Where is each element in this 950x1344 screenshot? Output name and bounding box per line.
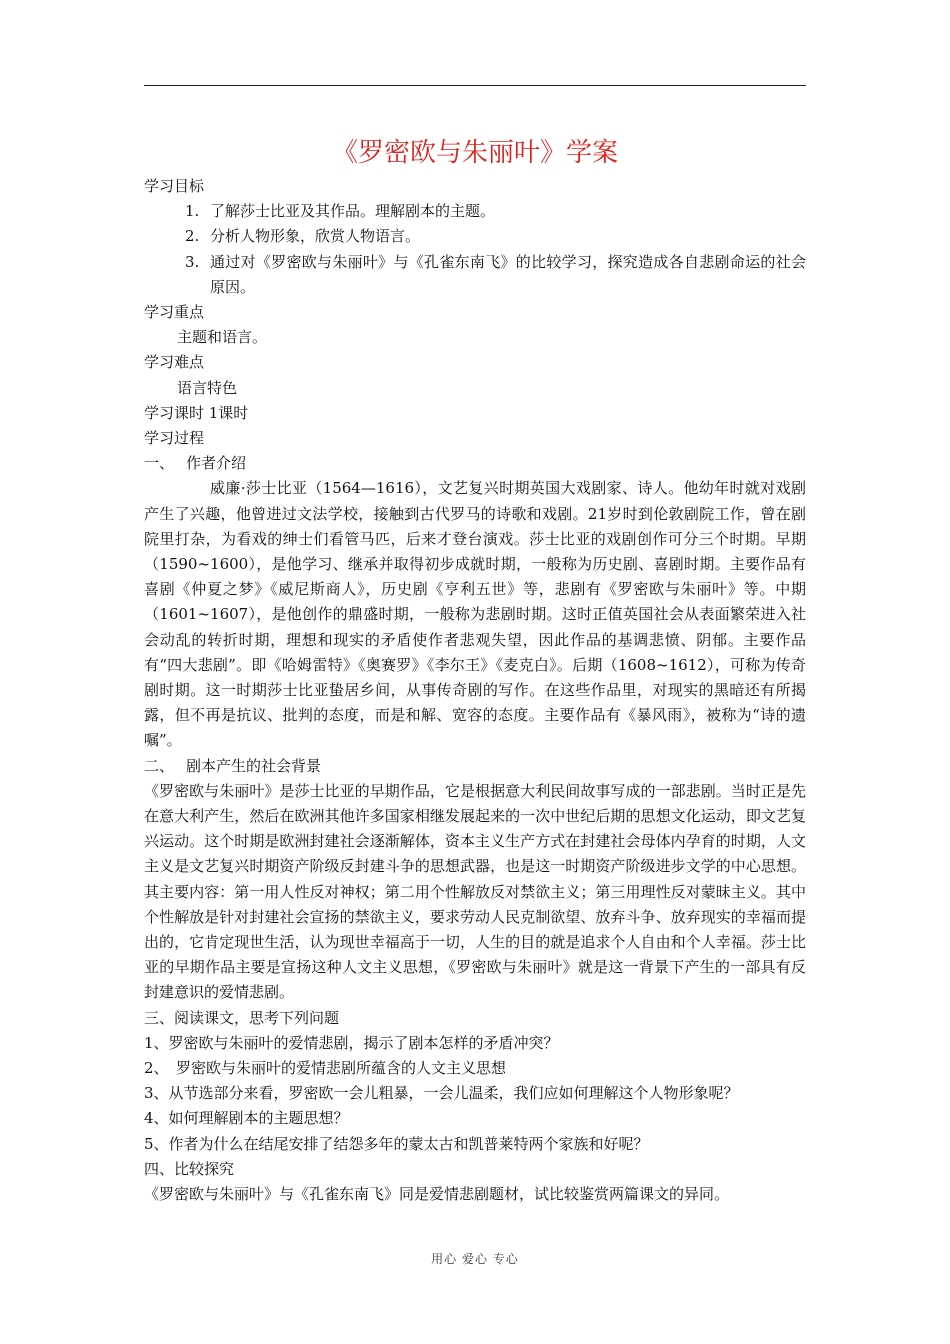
section-background-heading <box>144 754 806 779</box>
section-author-heading <box>144 451 806 476</box>
question-item: 5、作者为什么在结尾安排了结怨多年的蒙太古和凯普莱特两个家族和好呢？ <box>144 1134 649 1153</box>
study-hours: 学习课时 1课时 <box>144 403 249 422</box>
document-body <box>144 174 806 1207</box>
section-number: 二、 <box>144 756 175 775</box>
objective-text: 了解莎士比亚及其作品。理解剧本的主题。 <box>210 202 496 221</box>
objectives-heading: 学习目标 <box>144 177 205 195</box>
header-rule <box>144 85 806 86</box>
question-item: 4、如何理解剧本的主题思想？ <box>144 1109 349 1128</box>
objective-number: 1. <box>185 202 200 221</box>
key-points-heading: 学习重点 <box>144 303 205 321</box>
objective-text: 分析人物形象，欣赏人物语言。 <box>210 227 421 246</box>
difficulties-text: 语言特色 <box>177 378 238 397</box>
author-intro-paragraph: 威廉·莎士比亚（1564—1616），文艺复兴时期英国大戏剧家、诗人。他幼年时就对戏剧产生了兴趣，他曾进过文法学校，接触到古代罗马的诗歌和戏剧。21岁时到伦敦剧院工作，曾在剧院里打杂，为看戏的绅士们看管马匹，后来才登台演戏。莎士比亚的戏剧创作可分三个时期。早期（1590~1600），是他学习、继承并取得初步成就时期，一般称为历史剧、喜剧时期。主要作品有喜剧《仲夏之梦》《威尼斯商人》，历史剧《亨利五世》等，悲剧有《罗密欧与朱丽叶》等。中期（1601~1607），是他创作的鼎盛时期，一般称为悲剧时期。这时正值英国社会从表面繁荣进入社会动乱的转折时期，理想和现实的矛盾使作者悲观失望，因此作品的基调悲愤、阴郁。主要作品有“四大悲剧”。即《哈姆雷特》《奥赛罗》《李尔王》《麦克白》。后期（1608~1612），可称为传奇剧时期。这一时期莎士比亚蛰居乡间，从事传奇剧的写作。在这些作品里，对现实的黑暗还有所揭露，但不再是抗议、批判的态度，而是和解、宽容的态度。主要作品有《暴风雨》，被称为“诗的遗嘱”。 <box>144 479 806 750</box>
objective-item <box>144 224 806 249</box>
question-item: 3、从节选部分来看，罗密欧一会儿粗暴，一会儿温柔，我们应如何理解这个人物形象呢？ <box>144 1084 739 1103</box>
section-questions-heading: 三、阅读课文，思考下列问题 <box>144 1008 340 1027</box>
question-item: 1、罗密欧与朱丽叶的爱情悲剧，揭示了剧本怎样的矛盾冲突？ <box>144 1033 559 1052</box>
question-item: 2、 罗密欧与朱丽叶的爱情悲剧所蕴含的人文主义思想 <box>144 1058 507 1077</box>
key-points-text: 主题和语言。 <box>177 328 268 347</box>
section-title: 剧本产生的社会背景 <box>186 756 322 775</box>
compare-paragraph: 《罗密欧与朱丽叶》与《孔雀东南飞》同是爱情悲剧题材，试比较鉴赏两篇课文的异同。 <box>144 1184 730 1203</box>
page-title: 《罗密欧与朱丽叶》学案 <box>331 138 618 168</box>
background-paragraph: 《罗密欧与朱丽叶》是莎士比亚的早期作品，它是根据意大利民间故事写成的一部悲剧。当时正是先在意大利产生，然后在欧洲其他许多国家相继发展起来的一次中世纪后期的思想文化运动，即文艺复兴运动。这个时期是欧洲封建社会逐渐解体，资本主义生产方式在封建社会母体内孕育的时期，人文主义是文艺复兴时期资产阶级反封建斗争的思想武器，也是这一时期资产阶级进步文学的中心思想。其主要内容：第一用人性反对神权；第二用个性解放反对禁欲主义；第三用理性反对蒙昧主义。其中个性解放是针对封建社会宣扬的禁欲主义，要求劳动人民克制欲望、放弃斗争、放弃现实的幸福而提出的，它肯定现世生活，认为现世幸福高于一切，人生的目的就是追求个人自由和个人幸福。莎士比亚的早期作品主要是宣扬这种人文主义思想，《罗密欧与朱丽叶》就是这一背景下产生的一部具有反封建意识的爱情悲剧。 <box>144 781 806 1002</box>
difficulties-heading: 学习难点 <box>144 353 205 372</box>
section-number: 一、 <box>144 454 175 473</box>
section-title: 作者介绍 <box>186 454 247 473</box>
section-compare-heading: 四、比较探究 <box>144 1159 235 1178</box>
objective-number: 2. <box>185 227 200 246</box>
process-heading: 学习过程 <box>144 428 205 447</box>
objective-number: 3. <box>185 252 200 271</box>
objective-text: 通过对《罗密欧与朱丽叶》与《孔雀东南飞》的比较学习，探究造成各自悲剧命运的社会原因。 <box>210 252 806 296</box>
objective-item <box>144 250 806 300</box>
page-footer: 用心 爱心 专心 <box>431 1252 519 1266</box>
objective-item <box>144 199 806 224</box>
